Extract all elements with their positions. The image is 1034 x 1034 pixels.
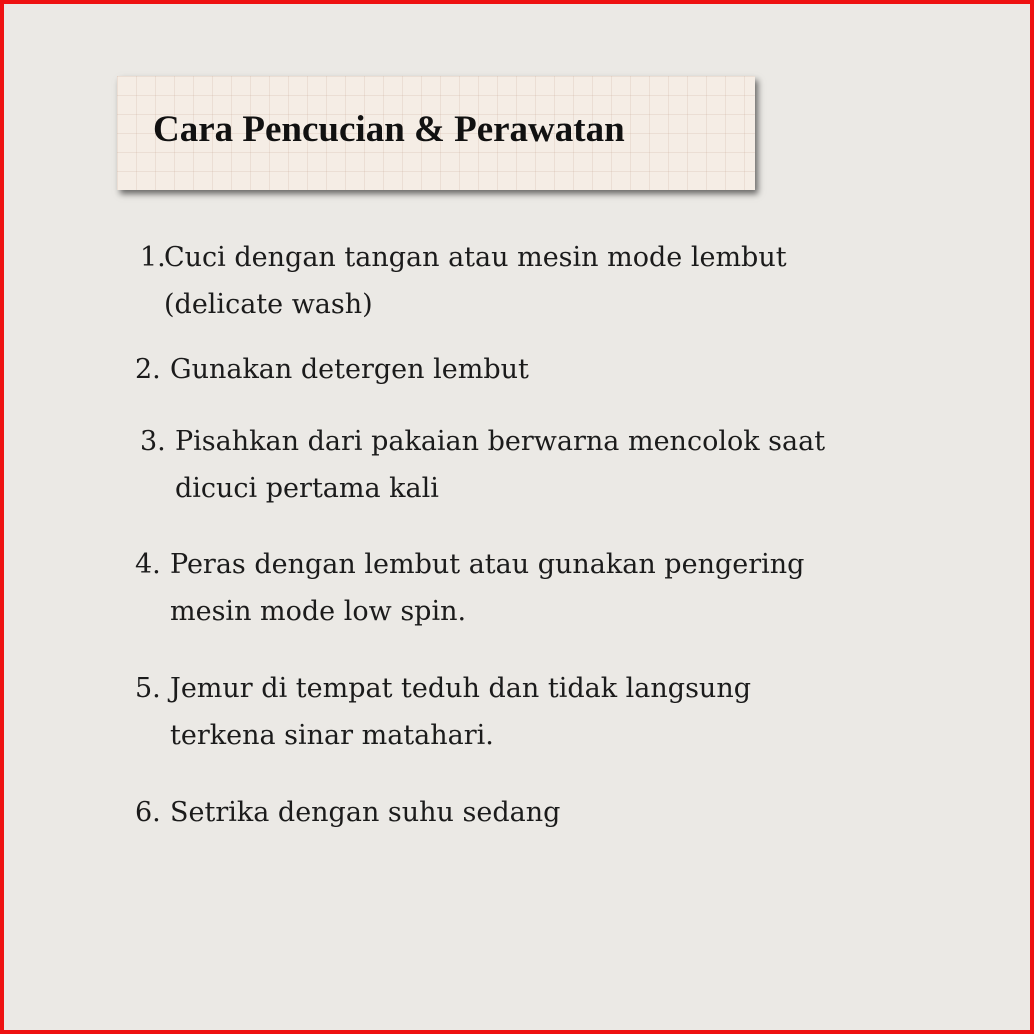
list-item [140, 418, 930, 512]
list-item-text: Cuci dengan tangan atau mesin mode lembut [164, 242, 787, 273]
list-item-number: 5. [135, 673, 161, 704]
list-item [135, 665, 925, 759]
list-item-text: mesin mode low spin. [170, 596, 467, 627]
list-item [135, 346, 915, 393]
list-item [135, 789, 925, 836]
page-title: Cara Pencucian & Perawatan [153, 109, 625, 150]
list-item-number: 6. [135, 797, 161, 828]
list-item-number: 4. [135, 549, 161, 580]
list-item-text: Pisahkan dari pakaian berwarna mencolok saat [175, 426, 826, 457]
list-item [135, 541, 925, 635]
list-item-text: Peras dengan lembut atau gunakan pengering [170, 549, 805, 580]
list-item-text: (delicate wash) [164, 289, 373, 320]
list-item-text: Gunakan detergen lembut [170, 354, 529, 385]
list-item-text: terkena sinar matahari. [170, 720, 494, 751]
list-item-number: 2. [135, 354, 161, 385]
title-banner [117, 76, 755, 190]
list-item-text: dicuci pertama kali [175, 473, 439, 504]
list-item-number: 1. [140, 242, 166, 273]
list-item-number: 3. [140, 426, 166, 457]
list-item-text: Setrika dengan suhu sedang [170, 797, 561, 828]
list-item-text: Jemur di tempat teduh dan tidak langsung [170, 673, 751, 704]
list-item [140, 234, 920, 328]
